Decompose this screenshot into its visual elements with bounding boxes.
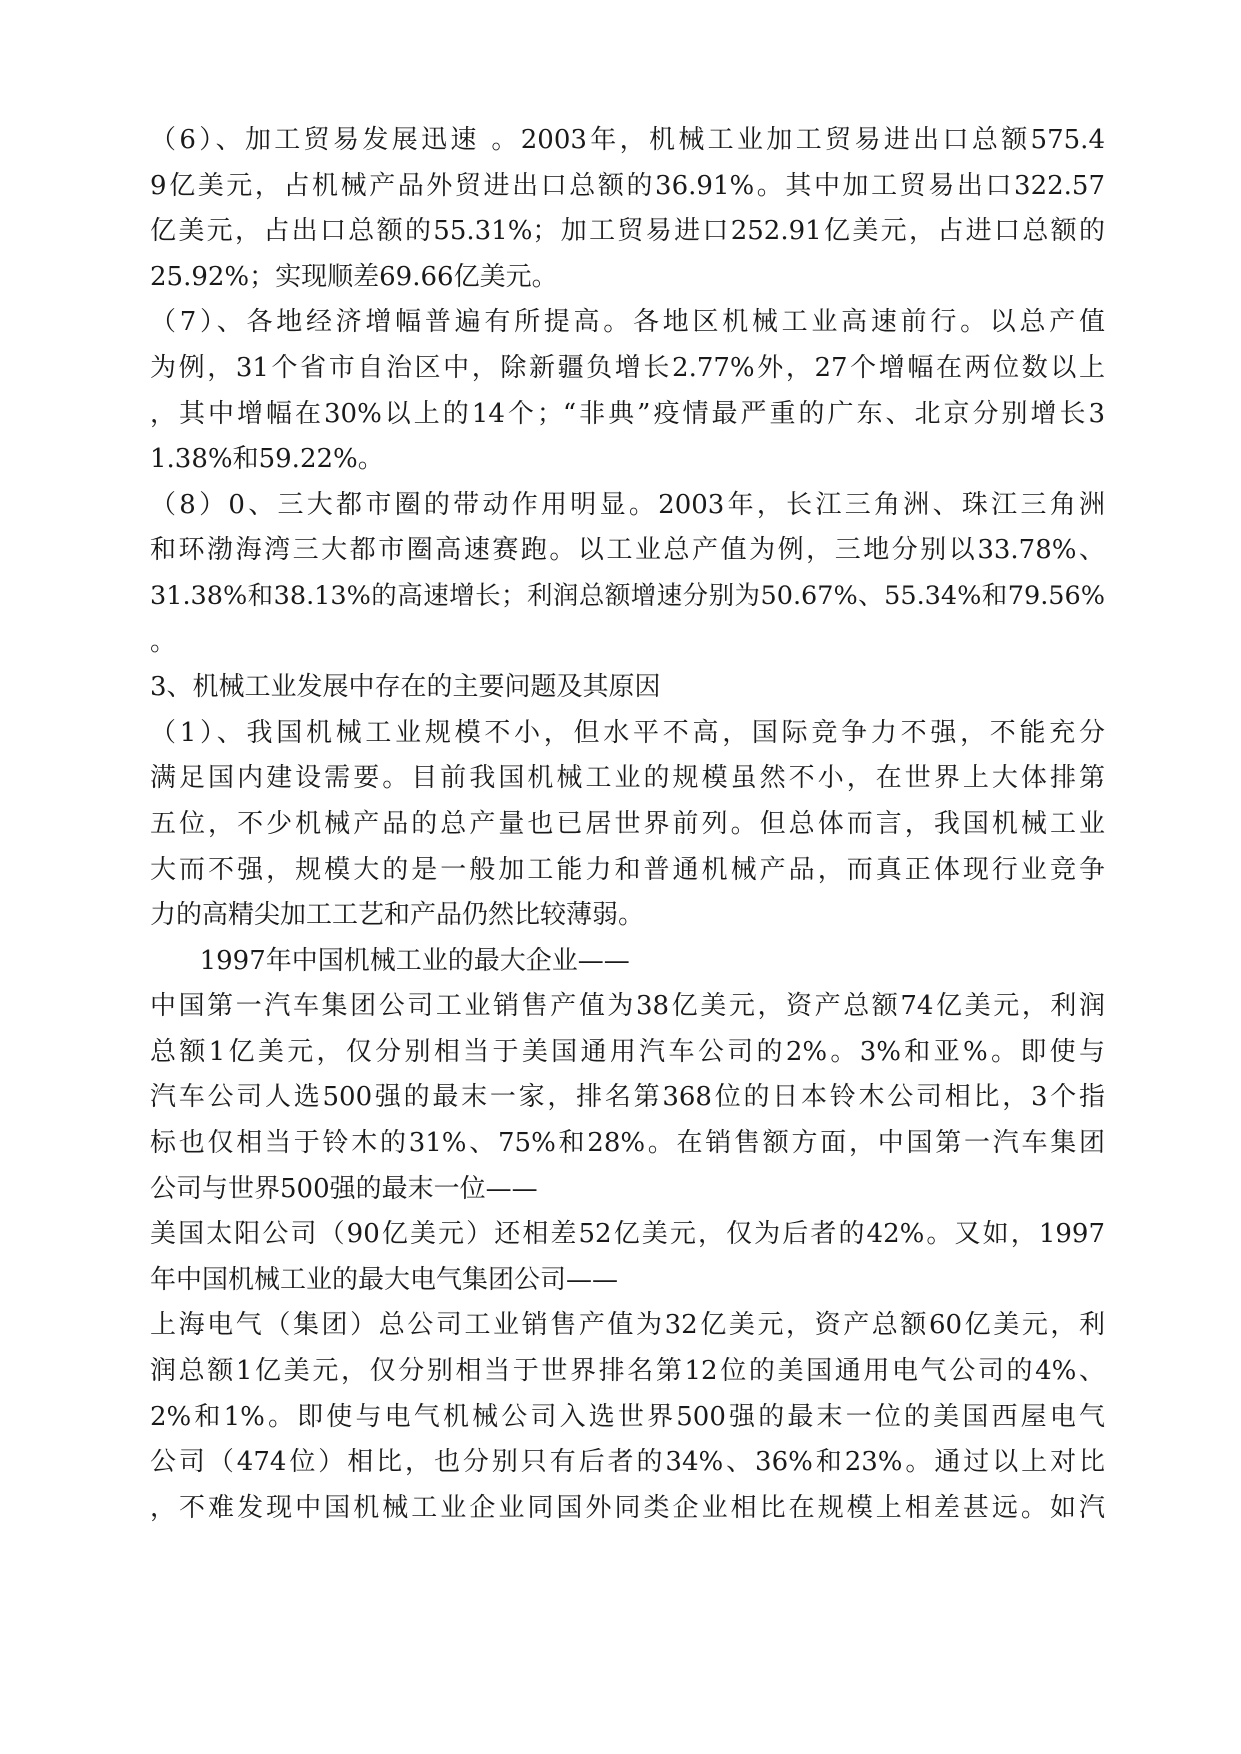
text-line: ，其中增幅在30%以上的14个；“非典”疫情最严重的广东、北京分别增长3 — [150, 398, 1105, 429]
text-line: 大而不强，规模大的是一般加工能力和普通机械产品，而真正体现行业竞争 — [150, 854, 1105, 885]
text-line: 1.38%和59.22%。 — [150, 444, 384, 475]
text-line: 标也仅相当于铃木的31%、75%和28%。在销售额方面，中国第一汽车集团 — [150, 1128, 1105, 1159]
text-line: 为例，31个省市自治区中，除新疆负增长2.77%外，27个增幅在两位数以上 — [150, 352, 1105, 383]
text-line: 。 — [150, 626, 177, 657]
text-line: 力的高精尖加工工艺和产品仍然比较薄弱。 — [150, 900, 645, 931]
text-line: 汽车公司人选500强的最末一家，排名第368位的日本铃木公司相比，3个指 — [150, 1082, 1105, 1113]
text-line: 总额1亿美元，仅分别相当于美国通用汽车公司的2%。3%和亚%。即使与 — [150, 1036, 1105, 1067]
text-line: 亿美元，占出口总额的55.31%；加工贸易进口252.91亿美元，占进口总额的 — [150, 216, 1105, 247]
text-line: （6）、加工贸易发展迅速 。2003年，机械工业加工贸易进出口总额575.4 — [150, 125, 1105, 155]
text-line: 1997年中国机械工业的最大企业—— — [150, 945, 630, 976]
section-heading: 3、机械工业发展中存在的主要问题及其原因 — [150, 672, 661, 703]
text-line: ，不难发现中国机械工业企业同国外同类企业相比在规模上相差甚远。如汽 — [150, 1492, 1105, 1523]
text-line: （1）、我国机械工业规模不小，但水平不高，国际竞争力不强，不能充分 — [150, 717, 1105, 748]
text-line: 美国太阳公司（90亿美元）还相差52亿美元，仅为后者的42%。又如，1997 — [150, 1219, 1105, 1250]
text-line: 满足国内建设需要。目前我国机械工业的规模虽然不小，在世界上大体排第 — [150, 763, 1105, 794]
text-line: 31.38%和38.13%的高速增长；利润总额增速分别为50.67%、55.34%和79.56% — [150, 580, 1105, 611]
text-line: 和环渤海湾三大都市圈高速赛跑。以工业总产值为例，三地分别以33.78%、 — [150, 535, 1105, 566]
text-line: 公司（474位）相比，也分别只有后者的34%、36%和23%。通过以上对比 — [150, 1447, 1105, 1478]
document-body — [150, 118, 1105, 1531]
text-line: （8）0、三大都市圈的带动作用明显。2003年，长江三角洲、珠江三角洲 — [150, 489, 1105, 520]
text-line: 2%和1%。即使与电气机械公司入选世界500强的最末一位的美国西屋电气 — [150, 1401, 1105, 1432]
text-line: 上海电气（集团）总公司工业销售产值为32亿美元，资产总额60亿美元，利 — [150, 1310, 1105, 1341]
text-line: 五位，不少机械产品的总产量也已居世界前列。但总体而言，我国机械工业 — [150, 808, 1105, 839]
text-line: （7）、各地经济增幅普遍有所提高。各地区机械工业高速前行。以总产值 — [150, 307, 1105, 338]
text-line: 25.92%；实现顺差69.66亿美元。 — [150, 261, 558, 292]
text-line: 中国第一汽车集团公司工业销售产值为38亿美元，资产总额74亿美元，利润 — [150, 991, 1105, 1022]
text-line: 9亿美元，占机械产品外贸进出口总额的36.91%。其中加工贸易出口322.57 — [150, 170, 1105, 201]
text-line: 年中国机械工业的最大电气集团公司—— — [150, 1264, 619, 1295]
text-line: 润总额1亿美元，仅分别相当于世界排名第12位的美国通用电气公司的4%、 — [150, 1356, 1105, 1387]
text-line: 公司与世界500强的最末一位—— — [150, 1173, 538, 1204]
